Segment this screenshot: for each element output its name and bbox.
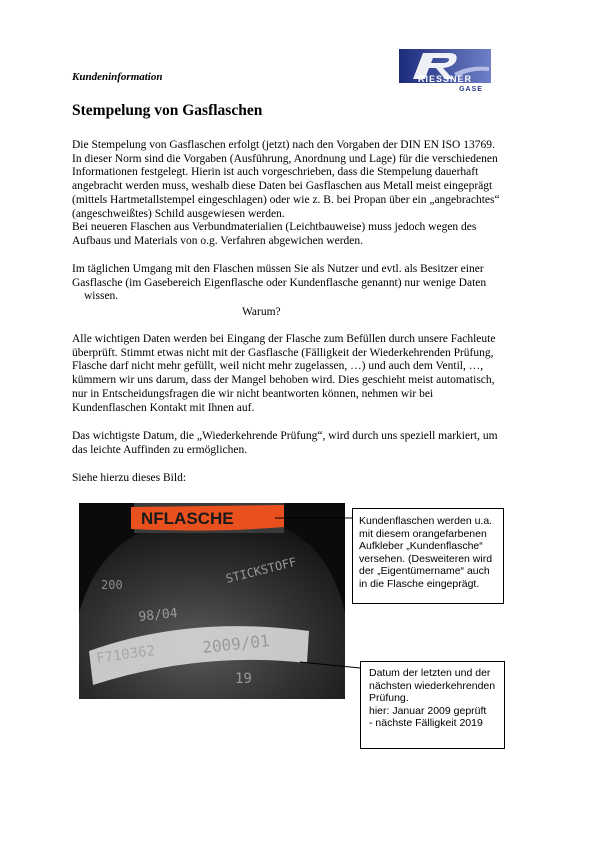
riessner-logo: [399, 49, 491, 93]
text-line: Gasflasche (im Gasebereich Eigenflasche oder Kundenflasche genannt) nur wenige Daten: [72, 276, 487, 289]
stamp-serial: F710362: [95, 642, 156, 667]
warum-question: Warum?: [242, 306, 281, 318]
callout-line: Datum der letzten und der: [369, 667, 491, 679]
stamp-top: 98/04: [137, 605, 179, 625]
text-line: Bei neueren Flaschen aus Verbundmaterialien (Leichtbauweise) muss jedoch wegen des: [72, 221, 477, 234]
paragraph-4: [72, 430, 532, 457]
paragraph-5: [72, 472, 532, 486]
callout-line: hier: Januar 2009 geprüft: [369, 704, 487, 717]
callout-line: Prüfung.: [369, 692, 409, 705]
text-line: überprüft. Stimmt etwas nicht mit der Gasflasche (Fälligkeit der Wiederkehrenden Prüfung,: [72, 346, 494, 359]
text-line: Flasche darf nicht mehr gefüllt, weil nicht mehr zugelassen, …) und auch dem Ventil, …,: [72, 360, 484, 373]
paragraph-2: [72, 263, 532, 304]
text-line: Siehe hierzu dieses Bild:: [72, 472, 187, 484]
text-line: nur in Entscheidungsfragen die wir nicht beantworten können, nehmen wir bei: [72, 387, 434, 400]
callout-line: mit diesem orangefarbenen: [359, 527, 487, 540]
cylinder-photo: [79, 503, 345, 699]
label-text: NFLASCHE: [141, 509, 234, 528]
text-line: das leichte Auffinden zu ermöglichen.: [72, 443, 248, 456]
page-title: Stempelung von Gasflaschen: [72, 102, 263, 119]
text-line: Die Stempelung von Gasflaschen erfolgt (jetzt) nach den Vorgaben der DIN EN ISO 13769.: [72, 139, 495, 151]
text-line: Informationen festgelegt. Hierin ist auch vorgeschrieben, dass die Stempelung dauerhaft: [72, 166, 479, 179]
text-line: wissen.: [84, 290, 119, 303]
callout-line: in die Flasche eingeprägt.: [359, 577, 480, 590]
callout-customer-bottle: [352, 508, 504, 604]
text-line: (angeschweißtes) Schild ausgewiesen werden.: [72, 207, 285, 220]
stamp-date: 2009/01: [201, 631, 271, 657]
callout-inspection-date: [360, 661, 505, 749]
callout-line: der „Eigentümername“ auch: [359, 565, 490, 578]
paragraph-3: [72, 333, 532, 415]
stamp-left: 200: [101, 578, 123, 592]
callout-line: nächsten wiederkehrenden: [369, 679, 496, 692]
callout-line: Kundenflaschen werden u.a.: [359, 515, 493, 527]
logo-brand-bottom: GASE: [459, 86, 483, 93]
text-line: Alle wichtigen Daten werden bei Eingang der Flasche zum Befüllen durch unsere Fachleute: [72, 333, 496, 345]
cylinder-illustration: [79, 503, 345, 699]
callout-line: Aufkleber „Kundenflasche“: [359, 540, 483, 553]
text-line: Das wichtigste Datum, die „Wiederkehrende Prüfung“, wird durch uns speziell markiert, um: [72, 430, 498, 442]
text-line: Im täglichen Umgang mit den Flaschen müssen Sie als Nutzer und evtl. als Besitzer einer: [72, 263, 484, 275]
callout-line: versehen. (Desweiteren wird: [359, 552, 493, 565]
text-line: Kundenflaschen Kontakt mit Ihnen auf.: [72, 401, 255, 414]
kicker: Kundeninformation: [72, 71, 163, 83]
text-line: (mittels Hartmetallstempel eingeschlagen) oder wie z. B. bei Propan über ein „angebrachtes“: [72, 193, 500, 206]
stamp-next: 19: [235, 671, 252, 687]
text-line: kümmern wir uns darum, dass der Mangel behoben wird. Dies geschieht meist automatisch,: [72, 374, 495, 387]
callout-line: - nächste Fälligkeit 2019: [369, 717, 483, 730]
stamp-gas: STICKSTOFF: [224, 554, 298, 586]
logo-brand-top: RIESSNER: [417, 74, 473, 84]
text-line: angebracht werden muss, weshalb diese Daten bei Gasflaschen aus Metall meist eingeprägt: [72, 180, 493, 193]
paragraph-1: [72, 139, 532, 249]
logo-graphic: [399, 49, 491, 93]
text-line: Aufbaus und Materials von o.g. Verfahren abgewichen werden.: [72, 234, 364, 247]
text-line: In dieser Norm sind die Vorgaben (Ausführung, Anordnung und Lage) für die verschiedenen: [72, 152, 498, 165]
